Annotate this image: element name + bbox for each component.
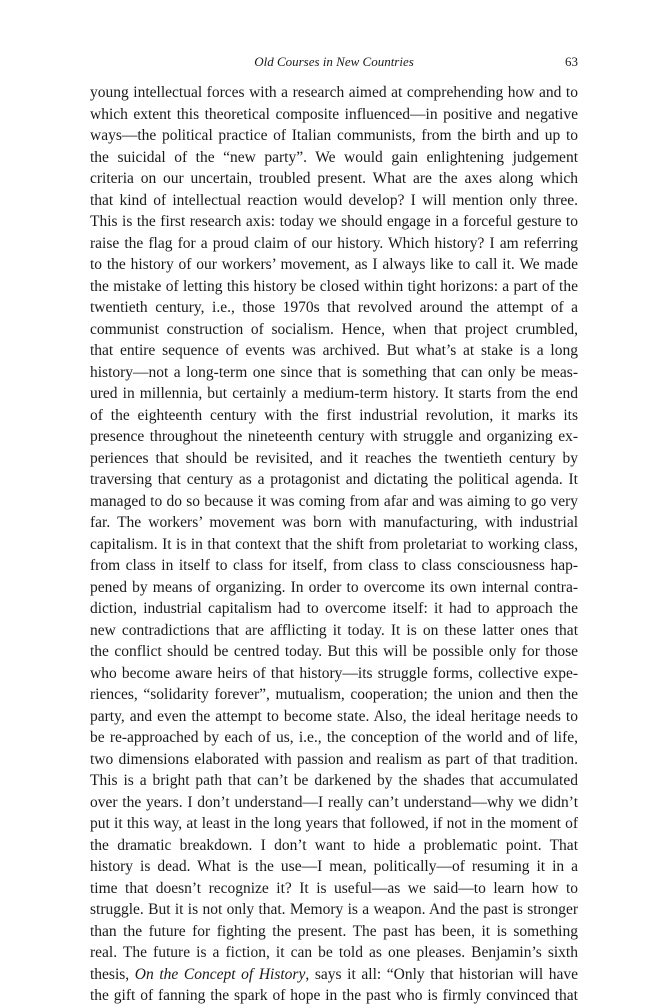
text-line: This is a bright path that can’t be darkened by the shades that accumulated	[90, 772, 578, 789]
text-line: real. The future is a fiction, it can be told as one pleases. Benjamin’s sixth	[90, 944, 578, 961]
line-text-after: , says it all: “Only that historian will have	[305, 965, 578, 983]
text-line: over the years. I don’t understand—I really can’t understand—why we didn’t	[90, 793, 578, 811]
text-line: managed to do so because it was coming from afar and was aiming to go very	[90, 492, 578, 510]
text-line: raise the flag for a proud claim of our history. Which history? I am referring	[90, 234, 578, 252]
page-number: 63	[565, 54, 578, 69]
text-line: two dimensions elaborated with passion and realism as part of that tradition.	[90, 750, 578, 768]
text-line: to the history of our workers’ movement, as I always like to call it. We made	[90, 256, 578, 273]
text-line: the dramatic breakdown. I don’t want to hide a problematic point. That	[90, 836, 578, 854]
text-line: riences, “solidarity forever”, mutualism, cooperation; the union and then the	[90, 686, 578, 703]
running-head	[90, 52, 578, 72]
text-line: be re-approached by each of us, i.e., the conception of the world and of life,	[90, 729, 578, 746]
text-line: traversing that century as a protagonist and dictating the political agenda. It	[90, 471, 578, 488]
text-line: new contradictions that are afflicting it today. It is on these latter ones that	[90, 621, 578, 639]
text-line: from class in itself to class for itself, from class to class consciousness hap-	[90, 557, 578, 574]
text-line: the gift of fanning the spark of hope in the past who is firmly convinced that	[90, 987, 578, 1004]
text-line-with-title	[90, 964, 578, 986]
text-line: that kind of intellectual reaction would develop? I will mention only three.	[90, 191, 578, 209]
text-line: twentieth century, i.e., those 1970s that revolved around the attempt of a	[90, 299, 578, 316]
book-title: On the Concept of History	[134, 965, 306, 983]
text-line: young intellectual forces with a research aimed at comprehending how and to	[90, 84, 578, 101]
text-line: far. The workers’ movement was born with manufacturing, with industrial	[90, 514, 578, 531]
text-line: ured in millennia, but certainly a medium-term history. It starts from the end	[90, 385, 578, 402]
text-line: the mistake of letting this history be closed within tight horizons: a part of the	[90, 277, 578, 295]
text-line: diction, industrial capitalism had to overcome itself: it had to approach the	[90, 600, 578, 617]
running-title: Old Courses in New Countries	[254, 54, 414, 69]
text-line: the conflict should be centred today. But this will be possible only for those	[90, 643, 578, 660]
text-line: history—not a long-term one since that is something that can only be meas-	[90, 363, 578, 381]
text-line: criteria on our uncertain, troubled present. What are the axes along which	[90, 170, 578, 187]
text-line: who become aware heirs of that history—its struggle forms, collective expe-	[90, 664, 578, 682]
text-line: which extent this theoretical composite influenced—in positive and negative	[90, 105, 578, 123]
text-line: that entire sequence of events was archived. But what’s at stake is a long	[90, 342, 578, 359]
line-text-before: thesis,	[90, 965, 135, 983]
text-line: history is dead. What is the use—I mean, politically—of resuming it in a	[90, 858, 578, 875]
text-line: periences that should be revisited, and it reaches the twentieth century by	[90, 449, 578, 467]
text-line: than the future for fighting the present. The past has been, it is something	[90, 922, 578, 940]
text-line: communist construction of socialism. Hence, when that project crumbled,	[90, 320, 578, 338]
text-line: struggle. But it is not only that. Memory is a weapon. And the past is stronger	[90, 901, 578, 918]
text-line: time that doesn’t recognize it? It is useful—as we said—to learn how to	[90, 879, 578, 897]
text-line: pened by means of organizing. In order to overcome its own internal contra-	[90, 578, 578, 596]
text-line: party, and even the attempt to become state. Also, the ideal heritage needs to	[90, 707, 578, 725]
text-line: ways—the political practice of Italian communists, from the birth and up to	[90, 127, 578, 144]
text-line: of the eighteenth century with the first industrial revolution, it marks its	[90, 406, 578, 424]
body-text	[90, 82, 578, 1007]
text-line: the suicidal of the “new party”. We would gain enlightening judgement	[90, 148, 578, 166]
text-line: put it this way, at least in the long years that followed, if not in the moment of	[90, 815, 578, 832]
text-line: capitalism. It is in that context that the shift from proletariat to working class,	[90, 535, 578, 553]
text-line: This is the first research axis: today we should engage in a forceful gesture to	[90, 213, 578, 230]
text-line: presence throughout the nineteenth century with struggle and organizing ex-	[90, 428, 578, 445]
